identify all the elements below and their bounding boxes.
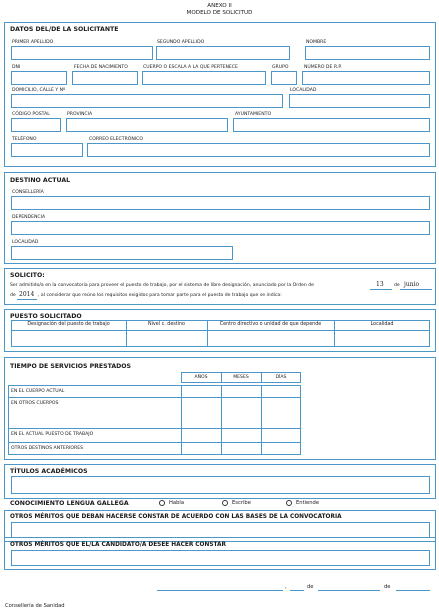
date-comma: , <box>285 584 287 590</box>
level-input[interactable] <box>127 331 206 346</box>
group-field[interactable] <box>271 71 297 85</box>
post-locality-input[interactable] <box>335 331 429 346</box>
dni-field[interactable] <box>11 71 67 85</box>
row-divider <box>8 428 301 429</box>
group-label: GRUPO <box>272 65 289 70</box>
option-speaks-label: Habla <box>169 500 184 506</box>
annex-number: ANEXO II <box>207 3 232 9</box>
dni-label: DNI <box>12 65 21 70</box>
merits-candidate-field[interactable] <box>11 550 430 566</box>
address-label: DOMICILIO, CALLE Y Nº <box>12 88 66 93</box>
option-speaks-radio[interactable] <box>159 500 165 506</box>
academic-titles-field[interactable] <box>11 476 430 494</box>
email-label: CORREO ELECTRÓNICO <box>89 137 143 142</box>
column-divider <box>221 385 222 455</box>
section-title-service-time: TIEMPO DE SERVICIOS PRESTADOS <box>10 363 131 370</box>
section-title-applicant: DATOS DEL/DE LA SOLICITANTE <box>10 26 119 33</box>
section-title-current-post: DESTINO ACTUAL <box>10 177 71 184</box>
order-year-underline <box>17 299 37 300</box>
date-de-2: de <box>384 584 391 590</box>
column-header-months: MESES <box>233 375 249 380</box>
department-label: CONSELLERÍA <box>12 190 44 195</box>
post-name-input[interactable] <box>12 331 125 346</box>
directorate-input[interactable] <box>208 331 333 346</box>
current-locality-field[interactable] <box>11 246 233 260</box>
corps-field[interactable] <box>142 71 266 85</box>
column-divider <box>181 385 182 455</box>
phone-field[interactable] <box>11 143 83 157</box>
email-field[interactable] <box>87 143 430 157</box>
rp-number-label: NÚMERO DE R.P. <box>304 65 342 70</box>
month-underline[interactable] <box>318 590 380 591</box>
first-surname-field[interactable] <box>11 46 153 60</box>
option-writes-label: Escribe <box>232 500 251 506</box>
province-field[interactable] <box>66 118 228 132</box>
row-label-current-post: EN EL ACTUAL PUESTO DE TRABAJO <box>11 432 94 437</box>
locality-label: LOCALIDAD <box>290 88 317 93</box>
name-label: NOMBRE <box>306 40 327 45</box>
day-underline[interactable] <box>290 590 304 591</box>
option-understands-radio[interactable] <box>286 500 292 506</box>
service-time-table <box>8 385 301 455</box>
section-title-request: SOLICITO: <box>10 272 45 279</box>
second-surname-field[interactable] <box>156 46 290 60</box>
dependency-label: DEPENDENCIA <box>12 215 46 220</box>
order-month: junio <box>404 281 420 288</box>
first-surname-label: PRIMER APELLIDO <box>12 40 54 45</box>
request-de-2: de <box>10 293 16 298</box>
column-header-level: Nivel c. destino <box>148 322 185 327</box>
year-underline[interactable] <box>396 590 430 591</box>
request-text-line1: Ser admitido/a en la convocatoria para proveer el puesto de trabajo, por el sistema de libre designación, anunciado por la Orden de <box>10 283 314 288</box>
column-header-years: AÑOS <box>194 375 208 380</box>
row-label-previous-posts: OTROS DESTINOS ANTERIORES <box>11 446 84 451</box>
merits-bases-field[interactable] <box>11 522 430 538</box>
second-surname-label: SEGUNDO APELLIDO <box>157 40 205 45</box>
address-field[interactable] <box>11 94 283 108</box>
form-title: MODELO DE SOLICITUD <box>186 10 253 16</box>
section-title-academic: TÍTULOS ACADÉMICOS <box>10 468 88 475</box>
birth-date-label: FECHA DE NACIMIENTO <box>74 65 128 70</box>
order-month-underline <box>400 289 432 290</box>
section-title-requested-post: PUESTO SOLICITADO <box>10 313 82 320</box>
rp-number-field[interactable] <box>302 71 430 85</box>
current-locality-label: LOCALIDAD <box>12 240 39 245</box>
province-label: PROVINCIA <box>67 112 93 117</box>
column-header-days: DÍAS <box>275 375 287 380</box>
order-day: 13 <box>376 281 384 288</box>
municipality-label: AYUNTAMIENTO <box>235 112 272 117</box>
row-divider <box>8 442 301 443</box>
option-understands-label: Entiende <box>296 500 320 506</box>
column-header-post-name: Designación del puesto de trabajo <box>27 322 110 327</box>
order-year: 2014 <box>19 291 35 298</box>
request-de-1: de <box>394 283 400 288</box>
section-title-merits-bases: OTROS MÉRITOS QUE DEBAN HACERSE CONSTAR DE ACUERDO CON LAS BASES DE LA CONVOCATORIA <box>10 514 342 520</box>
postal-code-field[interactable] <box>11 118 61 132</box>
municipality-field[interactable] <box>233 118 430 132</box>
corps-label: CUERPO O ESCALA A LA QUE PERTENECE <box>143 65 238 70</box>
galician-language-label: CONOCIMIENTO LENGUA GALLEGA <box>10 500 129 507</box>
row-label-current-corps: EN EL CUERPO ACTUAL <box>11 389 65 394</box>
row-label-other-corps: EN OTROS CUERPOS <box>11 401 59 406</box>
column-header-directorate: Centro directivo o unidad de que depende <box>219 322 322 327</box>
date-de-1: de <box>307 584 314 590</box>
column-divider <box>261 385 262 455</box>
request-text-line2: , al considerar que reúno los requisitos exigidos para tomar parte para el puesto de trabajo que se indica: <box>38 293 282 298</box>
place-underline[interactable] <box>157 590 283 591</box>
row-divider <box>8 397 301 398</box>
order-day-underline <box>370 289 392 290</box>
locality-field[interactable] <box>289 94 430 108</box>
option-writes-radio[interactable] <box>222 500 228 506</box>
postal-code-label: CÓDIGO POSTAL <box>12 112 50 117</box>
department-field[interactable] <box>11 196 430 210</box>
phone-label: TELÉFONO <box>12 137 37 142</box>
birth-date-field[interactable] <box>72 71 138 85</box>
footer-department: Consellería de Sanidad <box>5 603 65 609</box>
dependency-field[interactable] <box>11 221 430 235</box>
column-header-locality: Localidad <box>370 322 394 327</box>
section-title-merits-candidate: OTROS MÉRITOS QUE EL/LA CANDIDATO/A DESEE HACER CONSTAR <box>10 542 226 548</box>
name-field[interactable] <box>305 46 430 60</box>
